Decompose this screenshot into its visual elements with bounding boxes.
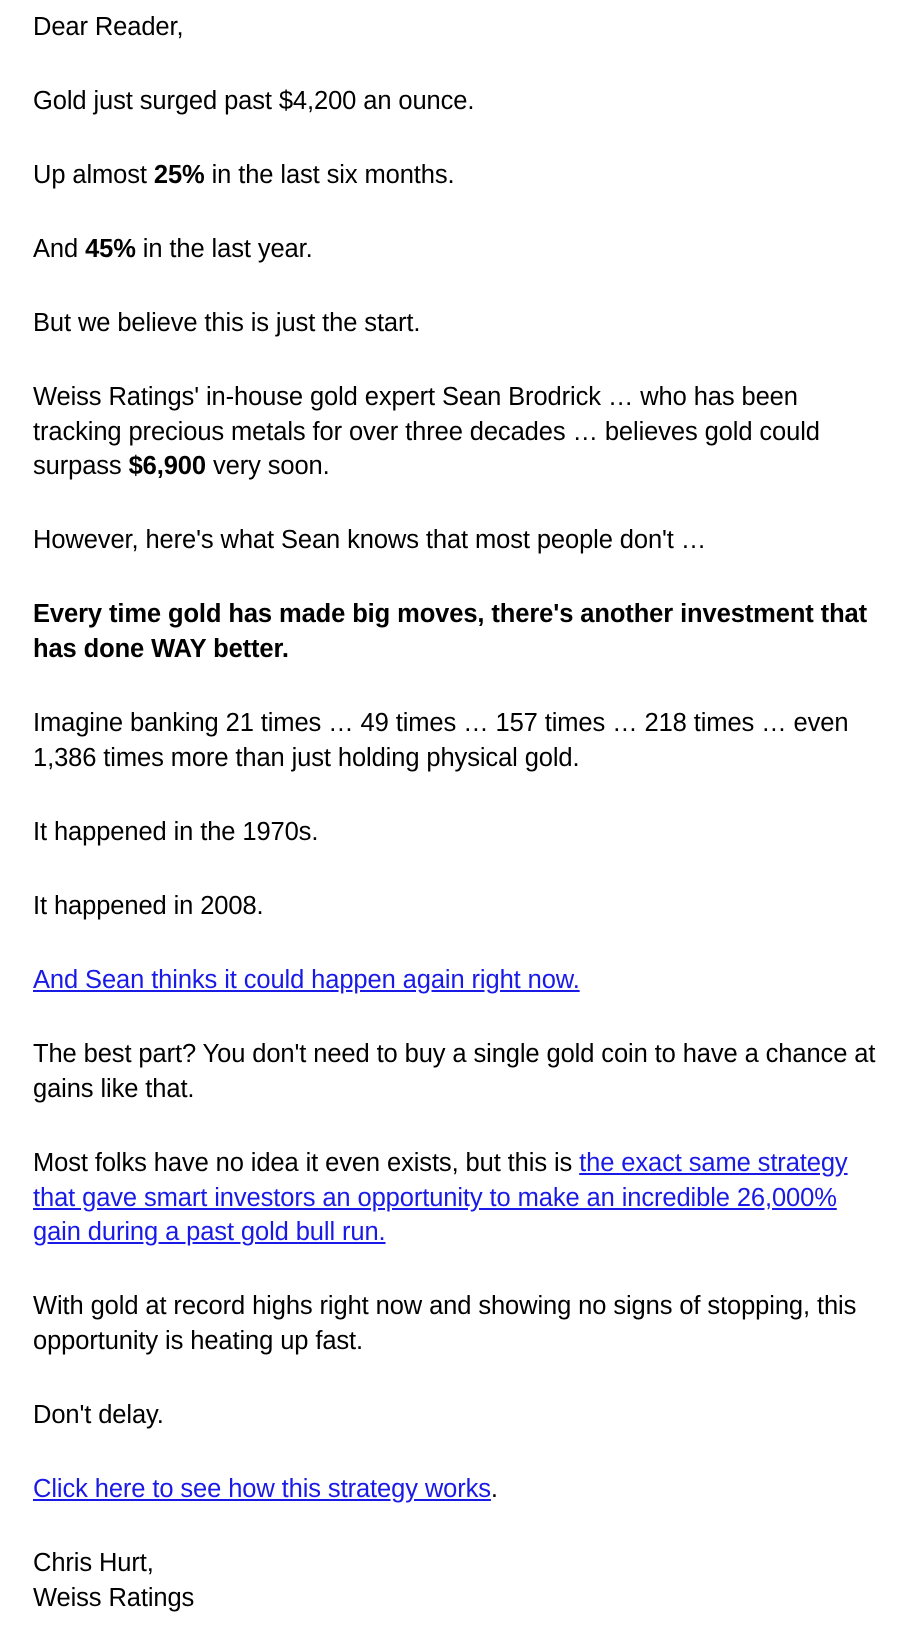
paragraph-most-folks	[33, 1146, 882, 1251]
paragraph-cta	[33, 1472, 882, 1507]
paragraph-record-highs: With gold at record highs right now and showing no signs of stopping, this opportunity is heating up fast.	[33, 1292, 857, 1356]
emphasis-gold-target-price: $6,900	[128, 452, 206, 481]
paragraph-headline: Every time gold has made big moves, there's another investment that has done WAY better.	[33, 600, 868, 664]
emphasis-percent-six-months: 25%	[153, 160, 205, 189]
text-fragment: in the last year.	[135, 234, 313, 263]
text-fragment: And	[33, 234, 86, 263]
signature-name: Chris Hurt,	[33, 1549, 154, 1578]
link-happen-again[interactable]: And Sean thinks it could happen again right now.	[33, 965, 580, 994]
paragraph-2008: It happened in 2008.	[33, 891, 264, 920]
emphasis-percent-last-year: 45%	[85, 234, 136, 263]
text-fragment: Up almost	[33, 160, 154, 189]
signature-company: Weiss Ratings	[33, 1583, 195, 1612]
paragraph-link-happen-again	[33, 963, 882, 998]
paragraph-dont-delay: Don't delay.	[33, 1401, 164, 1430]
text-fragment: .	[490, 1475, 498, 1504]
paragraph-best-part: The best part? You don't need to buy a single gold coin to have a chance at gains like that.	[33, 1039, 876, 1103]
link-click-here-strategy[interactable]: Click here to see how this strategy works	[33, 1475, 491, 1504]
paragraph-six-months	[33, 158, 882, 193]
link-exact-same-strategy[interactable]: the exact same strategy that gave smart investors an opportunity to make an incredible 26,000% gain during a past gold bull run.	[33, 1148, 848, 1247]
paragraph-gold-surge: Gold just surged past $4,200 an ounce.	[33, 86, 475, 115]
text-fragment: Most folks have no idea it even exists, but this is	[33, 1148, 580, 1177]
paragraph-imagine-banking: Imagine banking 21 times … 49 times … 157 times … 218 times … even 1,386 times more than just holding physical gold.	[33, 709, 849, 773]
paragraph-greeting: Dear Reader,	[33, 13, 184, 41]
text-fragment: in the last six months.	[204, 160, 455, 189]
paragraph-1970s: It happened in the 1970s.	[33, 817, 319, 846]
signature-block	[33, 1546, 882, 1616]
paragraph-however: However, here's what Sean knows that most people don't …	[33, 526, 707, 555]
paragraph-last-year	[33, 232, 882, 267]
text-fragment: Weiss Ratings' in-house gold expert Sean Brodrick … who has been tracking precious metals for over three decades … believes gold could surpass	[33, 382, 820, 481]
text-fragment: very soon.	[205, 452, 330, 481]
paragraph-just-the-start: But we believe this is just the start.	[33, 308, 421, 337]
paragraph-sean-brodrick	[33, 380, 882, 485]
